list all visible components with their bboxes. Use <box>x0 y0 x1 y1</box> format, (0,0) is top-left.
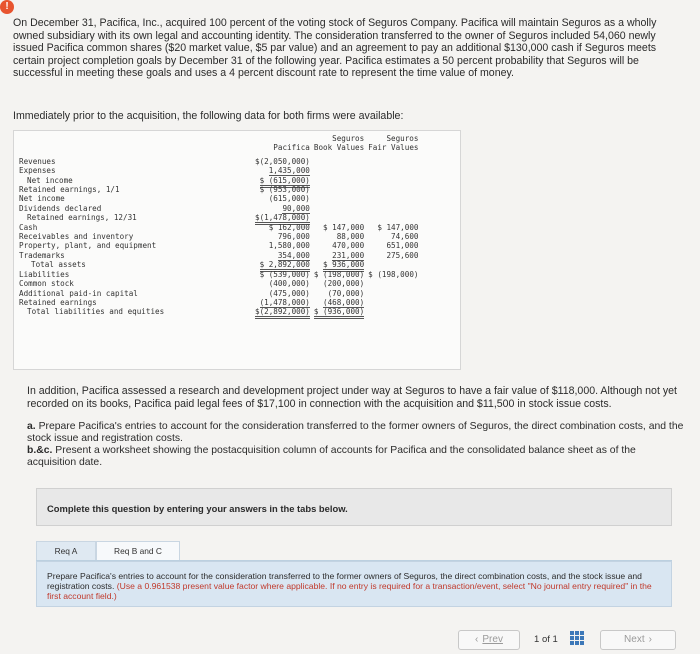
tab-req-b-and-c[interactable]: Req B and C <box>96 541 180 560</box>
info-icon: ! <box>0 0 14 14</box>
requirements-text <box>27 421 687 469</box>
panel-instructions: Prepare Pacifica's entries to account for the consideration transferred to the former owners of Seguros, the direct combination costs, and the stock issue and registration costs. (Use a 0.961538 present value factor where applicable. If no entry is required for a transaction/event, select "No journal entry required" in the first account field.) <box>47 571 652 602</box>
table-row: Retained earnings, 1/1 $ (953,000) <box>19 185 310 195</box>
header-pacifica: Pacifica <box>273 143 310 153</box>
instructions-box <box>36 488 672 526</box>
table-header-row-2 <box>17 143 420 152</box>
table-row: Liabilities $ (539,000) $ (198,000) $ (198,000) <box>19 269 419 279</box>
data-lead-text: Immediately prior to the acquisition, the following data for both firms were available: <box>13 110 404 122</box>
requirement-bc: b.&c. Present a worksheet showing the postacquisition column of accounts for Pacifica and the consolidated balance sheet as of the acquisition date. <box>27 445 636 468</box>
additional-info-text: In addition, Pacifica assessed a research and development project under way at Seguros to have a fair value of $118,000. Although not yet recorded on its books, Pacifica paid legal fees of $17,100 in connection with the acquisition and $11,500 in stock issue costs. <box>27 385 677 410</box>
table-row: Revenues $(2,050,000) <box>19 156 310 166</box>
table-row: Total assets $ 2,892,000 $ 936,000 <box>17 260 420 269</box>
table-row: Expenses 1,435,000 <box>19 166 310 176</box>
pagination <box>458 628 688 650</box>
table-row: Net income $ (615,000) <box>17 176 420 185</box>
table-row: Retained earnings (1,478,000) (468,000) <box>19 297 365 307</box>
next-button[interactable]: Next › <box>600 630 676 650</box>
header-book-values: Book Values <box>313 143 365 153</box>
tab-panel <box>36 561 672 607</box>
chevron-right-icon: › <box>648 634 652 645</box>
problem-intro: On December 31, Pacifica, Inc., acquired 100 percent of the voting stock of Seguros Company. Pacifica will maintain Seguros as a wholly owned subsidiary with its own legal and accounting identity. The consideration transferred to the owner of Seguros included 54,060 newly issued Pacifica common shares ($20 market value, $5 par value) and an agreement to pay an additional $130,000 cash if Seguros meets certain project completion goals by December 31 of the following year. Pacifica estimates a 50 percent probability that Seguros will be successful in meeting these goals and uses a 4 percent discount rate to represent the time value of money. <box>13 17 657 80</box>
header-fair-values: Fair Values <box>368 143 419 153</box>
table-row: Total liabilities and equities $(2,892,000) $ (936,000) <box>17 307 420 316</box>
panel-note: (Use a 0.961538 present value factor where applicable. If no entry is required for a transaction/event, select "No journal entry required" in the first account field.) <box>47 581 652 602</box>
table-row: Common stock (400,000) (200,000) <box>19 279 365 289</box>
tab-req-a[interactable]: Req A <box>36 541 96 560</box>
table-row: Receivables and inventory 796,000 88,000 74,600 <box>19 232 419 242</box>
table-header-row-1 <box>17 134 420 143</box>
table-row: Dividends declared 90,000 <box>19 203 310 213</box>
header-seguros-book: Seguros <box>332 134 365 143</box>
page-indicator: 1 of 1 <box>534 634 558 645</box>
table-row: Cash $ 162,000 $ 147,000 $ 147,000 <box>19 222 419 232</box>
grid-icon[interactable] <box>570 631 584 645</box>
table-row: Additional paid-in capital (475,000) (70,000) <box>19 288 365 298</box>
financial-data-table <box>13 130 461 370</box>
prev-button[interactable]: ‹ Prev <box>458 630 520 650</box>
instructions-text: Complete this question by entering your answers in the tabs below. <box>47 503 348 514</box>
chevron-left-icon: ‹ <box>475 634 479 645</box>
header-seguros-fair: Seguros <box>386 134 419 143</box>
table-row: Trademarks 354,000 231,000 275,600 <box>19 250 419 260</box>
tab-bar <box>36 540 672 561</box>
table-row: Retained earnings, 12/31 $(1,478,000) <box>17 213 420 222</box>
requirement-a: a. Prepare Pacifica's entries to account for the consideration transferred to the former owners of Seguros, the direct combination costs, and the stock issue and registration costs. <box>27 421 684 444</box>
table-row: Net income (615,000) <box>19 194 310 204</box>
table-row: Property, plant, and equipment 1,580,000 470,000 651,000 <box>19 241 419 251</box>
financial-table <box>17 134 420 317</box>
